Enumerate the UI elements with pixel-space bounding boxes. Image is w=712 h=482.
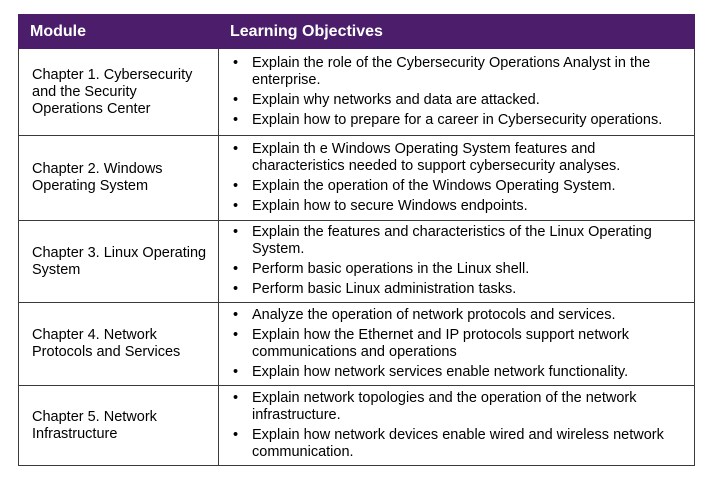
- list-item: [229, 224, 688, 258]
- table-row: [19, 303, 695, 386]
- header-row: [19, 15, 695, 49]
- objectives-list: [229, 55, 688, 129]
- list-item: [229, 307, 688, 324]
- objectives-list: [229, 224, 688, 298]
- objectives-column-header: Learning Objectives: [219, 15, 695, 49]
- objectives-cell: [219, 386, 695, 466]
- list-item: [229, 55, 688, 89]
- table-row: [19, 49, 695, 136]
- objective-text: Explain how to prepare for a career in Cybersecurity operations.: [252, 111, 663, 128]
- bullet-icon: •: [233, 363, 239, 380]
- objective-text: Explain why networks and data are attacked.: [252, 91, 540, 108]
- objectives-cell: [219, 303, 695, 386]
- module-column-header: Module: [19, 15, 219, 49]
- bullet-icon: •: [233, 426, 239, 443]
- bullet-icon: •: [233, 281, 239, 297]
- bullet-icon: •: [233, 197, 239, 214]
- table-row: [19, 136, 695, 221]
- bullet-icon: •: [233, 306, 239, 323]
- objective-text: Explain the features and characteristics of the Linux Operating System.: [252, 224, 652, 257]
- table-row: [19, 221, 695, 303]
- objectives-cell: [219, 136, 695, 221]
- objective-text: Perform basic operations in the Linux shell.: [252, 261, 530, 277]
- objective-text: Explain how to secure Windows endpoints.: [252, 197, 528, 214]
- objective-text: Analyze the operation of network protocols and services.: [252, 306, 616, 323]
- objective-text: Explain how the Ethernet and IP protocols support network communications and operations: [252, 326, 629, 360]
- objectives-list: [229, 141, 688, 215]
- list-item: [229, 92, 688, 109]
- bullet-icon: •: [233, 326, 239, 343]
- objective-text: Explain the role of the Cybersecurity Operations Analyst in the enterprise.: [252, 54, 651, 88]
- objective-text: Explain how network services enable network functionality.: [252, 363, 629, 380]
- list-item: [229, 198, 688, 215]
- table-row: [19, 386, 695, 466]
- bullet-icon: •: [233, 177, 239, 194]
- list-item: [229, 364, 688, 381]
- bullet-icon: •: [233, 261, 239, 277]
- objective-text: Explain how network devices enable wired and wireless network communication.: [252, 426, 664, 460]
- bullet-icon: •: [233, 224, 239, 240]
- bullet-icon: •: [233, 111, 239, 128]
- objective-text: Explain th e Windows Operating System features and characteristics needed to support cybersecurity analyses.: [252, 140, 621, 174]
- list-item: [229, 327, 688, 361]
- list-item: [229, 281, 688, 298]
- objective-text: Perform basic Linux administration tasks.: [252, 281, 517, 297]
- list-item: [229, 261, 688, 278]
- bullet-icon: •: [233, 54, 239, 71]
- module-cell: Chapter 3. Linux Operating System: [19, 221, 219, 303]
- list-item: [229, 390, 688, 424]
- module-cell: Chapter 4. Network Protocols and Services: [19, 303, 219, 386]
- learning-objectives-table: [18, 14, 695, 466]
- bullet-icon: •: [233, 140, 239, 157]
- list-item: [229, 427, 688, 461]
- list-item: [229, 178, 688, 195]
- objectives-cell: [219, 221, 695, 303]
- bullet-icon: •: [233, 389, 239, 406]
- list-item: [229, 112, 688, 129]
- objectives-list: [229, 390, 688, 461]
- module-cell: Chapter 2. Windows Operating System: [19, 136, 219, 221]
- module-cell: Chapter 1. Cybersecurity and the Security Operations Center: [19, 49, 219, 136]
- bullet-icon: •: [233, 91, 239, 108]
- list-item: [229, 141, 688, 175]
- objective-text: Explain network topologies and the operation of the network infrastructure.: [252, 389, 637, 423]
- objective-text: Explain the operation of the Windows Operating System.: [252, 177, 616, 194]
- objectives-list: [229, 307, 688, 381]
- objectives-cell: [219, 49, 695, 136]
- module-cell: Chapter 5. Network Infrastructure: [19, 386, 219, 466]
